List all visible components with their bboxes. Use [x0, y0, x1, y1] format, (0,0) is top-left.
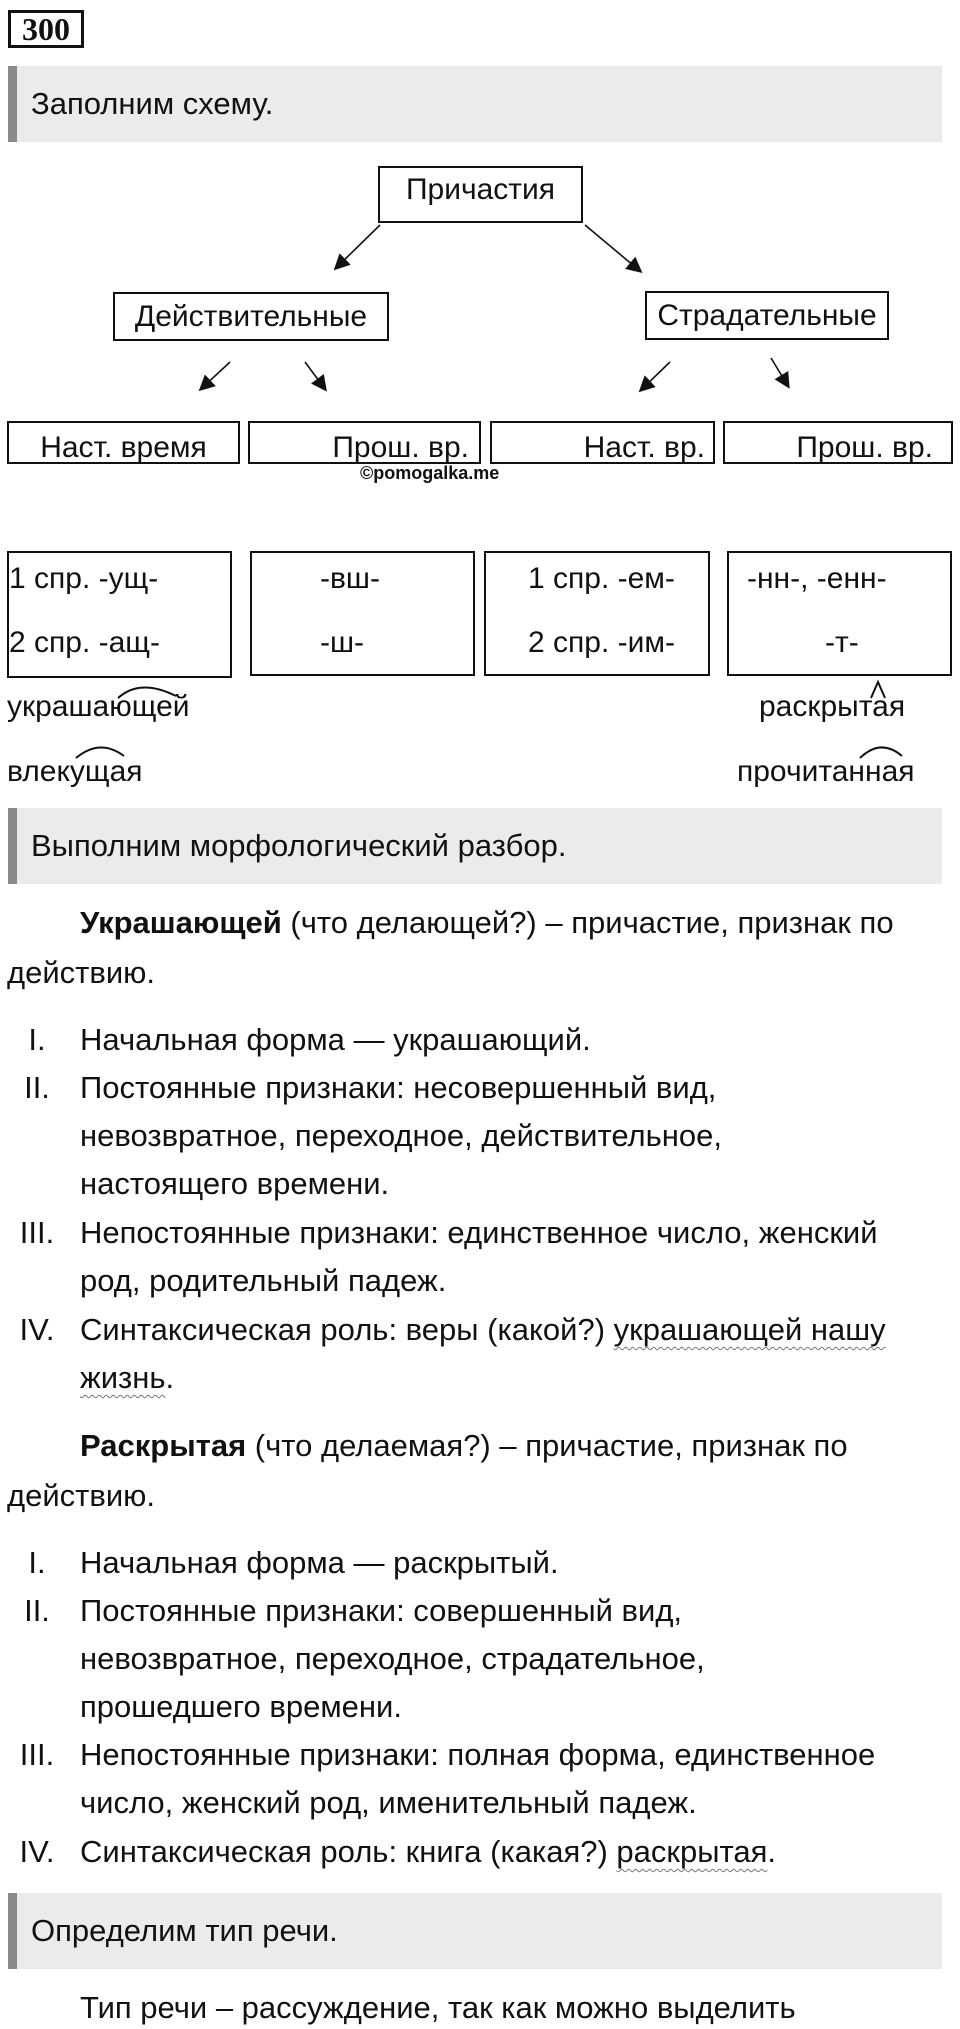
word1-item2-line3: настоящего времени. — [80, 1166, 390, 1201]
scheme-passive-present-box: Наст. вр. — [490, 421, 715, 464]
watermark: ©pomogalka.me — [360, 463, 500, 483]
word2-item4-pre: Синтаксическая роль: книга (какая?) — [80, 1834, 617, 1869]
word1-heading-cont: действию. — [7, 955, 155, 990]
word2-item4-end: . — [767, 1834, 776, 1869]
suffix-arc-right2 — [860, 747, 902, 758]
arrow-active-present — [201, 362, 230, 389]
word1-item1-num: I. — [28, 1022, 46, 1057]
word1-item4-pre: Синтаксическая роль: веры (какой?) — [80, 1312, 614, 1347]
suffix-box-passive-past — [727, 551, 952, 676]
word1-item4-num: IV. — [19, 1312, 55, 1347]
example-ukrashayushchey: украшающей — [7, 690, 190, 723]
word1-bold: Украшающей — [80, 905, 282, 940]
word1-item4-line1 — [80, 1312, 886, 1348]
example-prochitannaya: прочитанная — [737, 755, 915, 788]
word1-item1-line1: Начальная форма — украшающий. — [80, 1022, 591, 1057]
word2-item2-num: II. — [24, 1593, 50, 1628]
arrow-root-active — [336, 225, 380, 268]
suffix-pp-2: 2 спр. -им- — [528, 626, 675, 659]
scheme-active-present-box: Наст. время — [7, 421, 240, 464]
word2-bold: Раскрытая — [80, 1428, 247, 1463]
suffix-ppa-2: -т- — [825, 626, 859, 659]
word2-item4-underlined: раскрытая — [616, 1834, 768, 1869]
word2-rest: (что делаемая?) – причастие, признак по — [246, 1428, 848, 1463]
section-heading-speech-type: Определим тип речи. — [8, 1893, 942, 1969]
word2-item3-line2: число, женский род, именительный падеж. — [80, 1785, 697, 1820]
section-heading-scheme: Заполним схему. — [8, 66, 942, 142]
word2-item3-num: III. — [19, 1737, 55, 1772]
suffix-ap-2: 2 спр. -ащ- — [9, 626, 160, 659]
arrow-active-past — [305, 362, 325, 389]
suffix-box-passive-present — [484, 551, 710, 676]
suffix-apa-2: -ш- — [320, 626, 365, 659]
arrow-passive-present — [641, 362, 670, 390]
word1-item2-line1: Постоянные признаки: несовершенный вид, — [80, 1070, 717, 1105]
suffix-arc-left2 — [76, 747, 124, 758]
word1-heading-line — [80, 905, 894, 941]
word1-item4-line2-end: . — [165, 1360, 175, 1395]
word1-item3-line2: род, родительный падеж. — [80, 1263, 447, 1298]
suffix-ppa-1: -нн-, -енн- — [747, 562, 887, 595]
scheme-passive-box: Страдательные — [645, 291, 889, 340]
word2-item2-line3: прошедшего времени. — [80, 1689, 402, 1724]
word1-rest: (что делающей?) – причастие, признак по — [281, 905, 894, 940]
word1-item4-line2-word: жизнь — [80, 1360, 166, 1395]
suffix-pp-1: 1 спр. -ем- — [528, 562, 675, 595]
arrow-passive-past — [771, 358, 788, 386]
word2-item3-line1: Непостоянные признаки: полная форма, единственное — [80, 1737, 876, 1772]
task-number: 300 — [8, 10, 84, 48]
word2-item2-line2: невозвратное, переходное, страдательное, — [80, 1641, 705, 1676]
word1-item2-line2: невозвратное, переходное, действительное, — [80, 1118, 722, 1153]
word2-item1-num: I. — [28, 1545, 46, 1580]
scheme-root-box: Причастия — [378, 166, 583, 223]
scheme-active-past-box: Прош. вр. — [248, 421, 481, 464]
example-vlekushchaya: влекущая — [7, 755, 143, 788]
suffix-arc-marks — [0, 670, 960, 770]
scheme-passive-past-box: Прош. вр. — [723, 421, 953, 464]
suffix-apa-1: -вш- — [320, 562, 380, 595]
word2-heading-cont: действию. — [7, 1478, 155, 1513]
word2-item4-num: IV. — [19, 1834, 55, 1869]
word1-item2-num: II. — [24, 1070, 50, 1105]
word2-heading-line — [80, 1428, 848, 1464]
scheme-active-box: Действительные — [113, 292, 389, 341]
word1-item3-num: III. — [19, 1215, 55, 1250]
word1-item4-underlined: украшающей нашу — [613, 1312, 886, 1347]
word1-item4-line2 — [80, 1360, 174, 1396]
suffix-box-active-present — [7, 551, 232, 678]
scheme-arrows — [0, 0, 960, 420]
final-text: Тип речи – рассуждение, так как можно выделить — [80, 1990, 796, 2025]
word2-item1-line1: Начальная форма — раскрытый. — [80, 1545, 559, 1580]
word1-item3-line1: Непостоянные признаки: единственное число, женский — [80, 1215, 878, 1250]
suffix-box-active-past — [250, 551, 475, 676]
arrow-root-passive — [585, 225, 640, 271]
suffix-ap-1: 1 спр. -ущ- — [9, 562, 159, 595]
word2-item2-line1: Постоянные признаки: совершенный вид, — [80, 1593, 683, 1628]
suffix-caret-right1 — [871, 682, 885, 698]
section-heading-analysis: Выполним морфологический разбор. — [8, 808, 942, 884]
word2-item4-line1 — [80, 1834, 776, 1870]
example-raskrytaya: раскрытая — [759, 690, 906, 723]
suffix-arc-left1 — [118, 687, 176, 698]
